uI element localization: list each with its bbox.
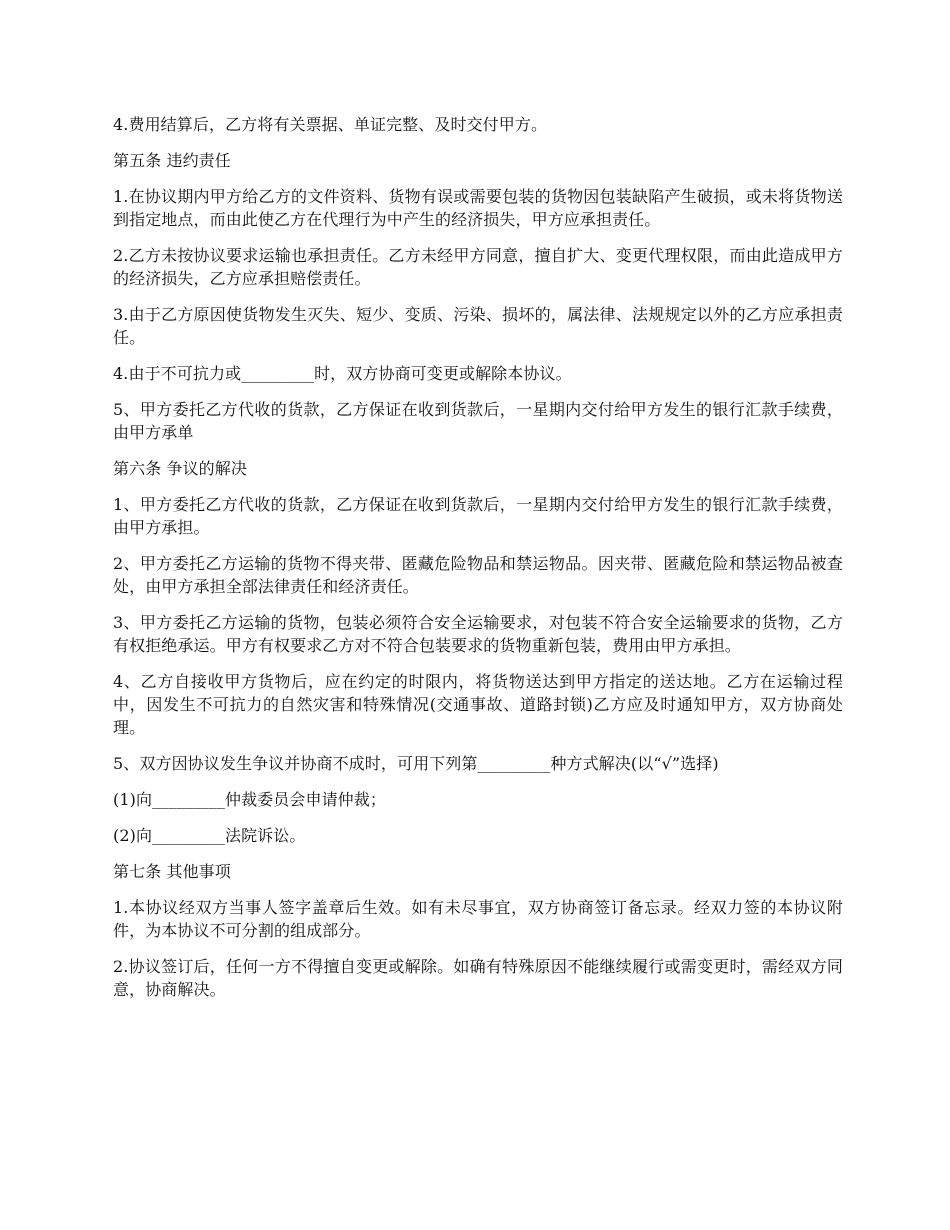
paragraph: 1.本协议经双方当事人签字盖章后生效。如有未尽事宜，双方协商签订备忘录。经双力签的本协议附件，为本协议不可分割的组成部分。 — [113, 898, 843, 940]
section-heading: 第五条 违约责任 — [113, 151, 231, 170]
section-heading: 第七条 其他事项 — [113, 862, 231, 881]
paragraph: 1.在协议期内甲方给乙方的文件资料、货物有误或需要包装的货物因包装缺陷产生破损，或未将货物送到指定地点，而由此使乙方在代理行为中产生的经济损失，甲方应承担责任。 — [113, 187, 843, 229]
paragraph: 3.由于乙方原因使货物发生灭失、短少、变质、污染、损坏的，属法律、法规规定以外的乙方应承担责任。 — [113, 305, 843, 347]
paragraph: 4、乙方自接收甲方货物后，应在约定的时限内，将货物送达到甲方指定的送达地。乙方在运输过程中，因发生不可抗力的自然灾害和特殊情况(交通事故、道路封锁)乙方应及时通知甲方，双方协商处理。 — [113, 672, 843, 737]
paragraph: (2)向_________法院诉讼。 — [113, 826, 306, 845]
paragraph: 1、甲方委托乙方代收的货款，乙方保证在收到货款后，一星期内交付给甲方发生的银行汇款手续费，由甲方承担。 — [113, 495, 843, 537]
paragraph: 4.费用结算后，乙方将有关票据、单证完整、及时交付甲方。 — [113, 115, 548, 134]
paragraph: 5、双方因协议发生争议并协商不成时，可用下列第_________种方式解决(以“√”选择) — [113, 754, 719, 773]
paragraph: 2.协议签订后，任何一方不得擅自变更或解除。如确有特殊原因不能继续履行或需变更时，需经双方同意，协商解决。 — [113, 957, 843, 999]
paragraph: 5、甲方委托乙方代收的货款，乙方保证在收到货款后，一星期内交付给甲方发生的银行汇款手续费，由甲方承单 — [113, 400, 843, 442]
paragraph: 2.乙方未按协议要求运输也承担责任。乙方未经甲方同意，擅自扩大、变更代理权限，而由此造成甲方的经济损失，乙方应承担赔偿责任。 — [113, 246, 843, 288]
paragraph: 2、甲方委托乙方运输的货物不得夹带、匿藏危险物品和禁运物品。因夹带、匿藏危险和禁运物品被查处，由甲方承担全部法律责任和经济责任。 — [113, 554, 843, 596]
document-page — [113, 113, 843, 1014]
section-heading: 第六条 争议的解决 — [113, 459, 247, 478]
paragraph: 3、甲方委托乙方运输的货物，包装必须符合安全运输要求，对包装不符合安全运输要求的货物，乙方有权拒绝承运。甲方有权要求乙方对不符合包装要求的货物重新包装，费用由甲方承担。 — [113, 613, 843, 655]
paragraph: 4.由于不可抗力或_________时，双方协商可变更或解除本协议。 — [113, 364, 572, 383]
paragraph: (1)向_________仲裁委员会申请仲裁； — [113, 790, 386, 809]
